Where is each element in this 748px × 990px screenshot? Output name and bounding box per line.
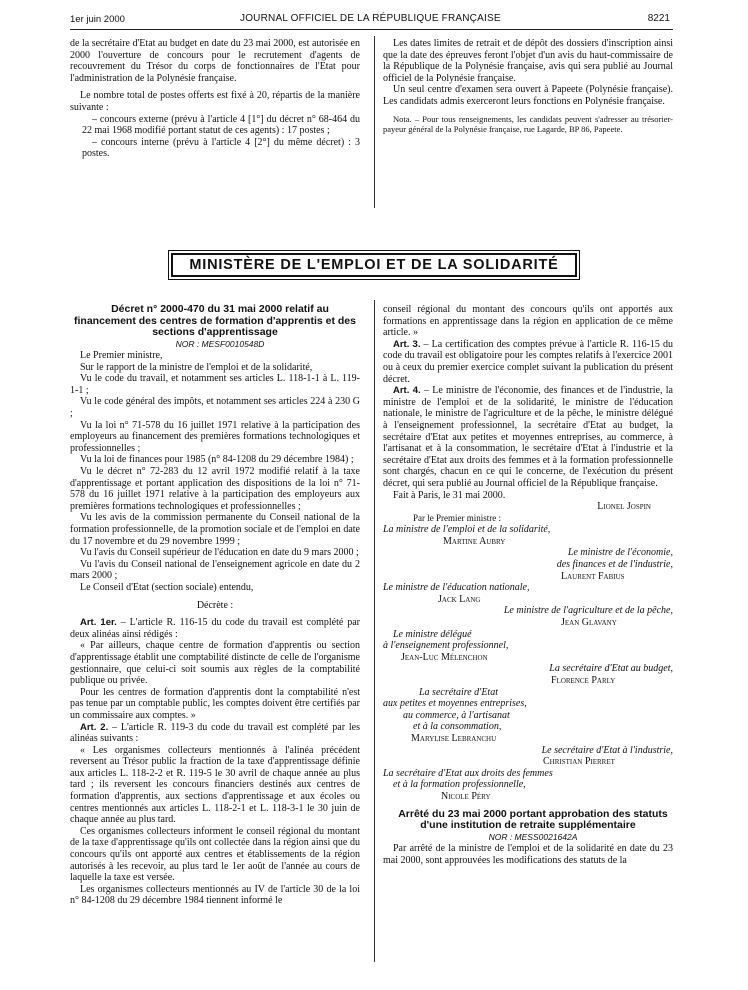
signatory-role: La secrétaire d'Etat aux droits des femmes [383, 767, 553, 779]
par-premier-ministre: Par le Premier ministre : [413, 512, 501, 523]
main-right-column [383, 304, 673, 866]
column-divider [374, 300, 375, 962]
article-1: Art. 1er. – L'article R. 116-15 du code du travail est complété par deux alinéas ainsi rédigés : [70, 617, 360, 640]
paragraph: Vu la loi de finances pour 1985 (n° 84-1208 du 29 décembre 1984) ; [80, 454, 354, 466]
signatory-role: et à la formation professionnelle, [393, 779, 526, 791]
paragraph: Le Conseil d'Etat (section sociale) entendu, [80, 581, 254, 593]
signatory-name: Jean Glavany [561, 617, 617, 629]
paragraph: Vu le code général des impôts, et notamment ses articles 224 à 230 G ; [70, 396, 360, 420]
signatory-role: et à la consommation, [413, 721, 502, 733]
paragraph: Par arrêté de la ministre de l'emploi et de la solidarité en date du 23 mai 2000, sont approuvées les modifications des statuts de la [383, 843, 673, 866]
signatory-role: Le ministre de l'économie, [567, 547, 673, 559]
paragraph: Fait à Paris, le 31 mai 2000. [393, 489, 506, 501]
article-label: Art. 3. [393, 338, 421, 350]
signatory-name: Martine Aubry [443, 535, 506, 547]
signatory-role: La secrétaire d'Etat [419, 686, 498, 698]
list-item: – concours interne (prévu à l'article 4 [2°] du même décret) : 3 postes. [82, 136, 360, 160]
main-left-column [70, 304, 360, 907]
paragraph: Les dates limites de retrait et de dépôt des dossiers d'inscription ainsi que la date des épreuves feront l'objet d'un avis du haut-commissaire de la République de la Polynésie française, avis qui sera publié au Journal officiel de la Polynésie française. [383, 38, 673, 84]
header-rule [70, 29, 673, 30]
paragraph: « Les organismes collecteurs mentionnés à l'alinéa précédent reversent au Trésor public la fraction de la taxe d'apprentissage définie aux articles L. 118-2-2 et R. 119-5 le 30 avril de chaque année au plus tard ; ils reversent les concours financiers destinés aux centres de formation d'apprentis, aux sections d'apprentissage et aux écoles ou centres mentionnés aux articles L. 118-2-1 et L. 118-3-1 le 30 juin de chaque année au plus tard. [70, 744, 360, 826]
paragraph: Vu le code du travail, et notamment ses articles L. 118-1-1 à L. 119-1-1 ; [70, 373, 360, 396]
signatory-name: Laurent Fabius [561, 570, 625, 582]
ministry-heading-box [168, 250, 580, 280]
signatory-name: Florence Parly [551, 675, 616, 686]
article-4: Art. 4. – Le ministre de l'économie, des finances et de l'industrie, la ministre de l'emploi et de la solidarité, le ministre de l'éducation nationale, le ministre de l'agriculture et de la pêche, le ministre délégué à l'enseignement professionnel, la secrétaire d'Etat au budget, la secrétaire d'Etat aux petites et moyennes entreprises, au commerce, à l'artisanat et à la consommation, le secrétaire d'Etat à l'industrie et la secrétaire d'Etat aux droits des femmes et à la formation professionnelle sont chargés, chacun en ce qui le concerne, de l'exécution du présent décret, qui sera publié au Journal officiel de la République française. [383, 385, 673, 489]
paragraph: Vu l'avis du Conseil national de l'enseignement agricole en date du 2 mars 2000 ; [70, 558, 360, 582]
page-number: 8221 [647, 13, 670, 24]
top-right-column [383, 38, 673, 134]
paragraph: conseil régional du montant des concours qu'ils ont apportés aux formations en apprentissage dans la région en application de ce même article. » [383, 304, 673, 339]
signatory-role: La ministre de l'emploi et de la solidarité, [383, 524, 551, 536]
signatory-name: Lionel Jospin [597, 501, 651, 513]
paragraph: Pour les centres de formation d'apprentis dont la comptabilité n'est pas tenue par un comptable public, les comptes doivent être certifiés par un commissaire aux comptes. » [70, 686, 360, 721]
signatory-role: aux petites et moyennes entreprises, [383, 698, 527, 710]
list-item: – concours externe (prévu à l'article 4 [1°] du décret n° 68-464 du 22 mai 1968 modifié portant statut de ces agents) : 17 postes ; [82, 113, 360, 137]
signatory-role: à l'enseignement professionnel, [383, 640, 509, 652]
paragraph: Le nombre total de postes offerts est fixé à 20, répartis de la manière suivante : [70, 90, 360, 113]
paragraph: Vu la loi n° 71-578 du 16 juillet 1971 relative à la participation des employeurs au financement des premières formations technologiques et professionnelles ; [70, 419, 360, 454]
paragraph: Sur le rapport de la ministre de l'emploi et de la solidarité, [80, 361, 313, 373]
paragraph: Vu l'avis du Conseil supérieur de l'éducation en date du 9 mars 2000 ; [80, 547, 359, 559]
paragraph: de la secrétaire d'Etat au budget en date du 23 mai 2000, est autorisée en 2000 l'ouverture de concours pour le recrutement d'agents de recouvrement du Trésor du corps de fonctionnaires de l'Etat pour l'administration de la Polynésie française. [70, 38, 360, 84]
decrete-label: Décrète : [196, 599, 234, 611]
signatory-role: des finances et de l'industrie, [556, 559, 673, 571]
nor-reference: NOR : MESS0021642A [488, 831, 578, 842]
article-3: Art. 3. – La certification des comptes prévue à l'article R. 116-15 du code du travail est obligatoire pour les comptes relatifs à l'exercice 2001 ou à ceux du premier exercice complet suivant la publication du présent décret. [383, 338, 673, 385]
signatory-role: Le ministre de l'éducation nationale, [383, 582, 530, 594]
decree-title: Décret n° 2000-470 du 31 mai 2000 relatif au financement des centres de formation d'apprentis et des sections d'apprentissage [74, 303, 356, 338]
signatory-name: Jean-Luc Mélenchon [401, 651, 488, 663]
paragraph: Vu le décret n° 72-283 du 12 avril 1972 modifié relatif à la taxe d'apprentissage et portant application des dispositions de la loi n° 71-578 du 16 juillet 1971 relative à la participation des employeurs aux premières formations technologiques et professionnelles ; [70, 466, 360, 512]
signatory-name: Christian Pierret [543, 756, 615, 768]
paragraph: Vu les avis de la commission permanente du Conseil national de la formation professionnelle, de la promotion sociale et de l'emploi en date du 17 novembre et du 29 novembre 1999 ; [70, 512, 360, 547]
column-divider [374, 36, 375, 208]
paragraph: Un seul centre d'examen sera ouvert à Papeete (Polynésie française). Les candidats admis exerceront leurs fonctions en Polynésie française. [383, 84, 673, 107]
journal-title: JOURNAL OFFICIEL DE LA RÉPUBLIQUE FRANÇAISE [240, 13, 501, 24]
article-label: Art. 2. [80, 721, 109, 733]
signatory-role: Le secrétaire d'Etat à l'industrie, [541, 744, 673, 756]
ministry-heading: MINISTÈRE DE L'EMPLOI ET DE LA SOLIDARITÉ [171, 253, 577, 277]
signatory-role: Le ministre de l'agriculture et de la pêche, [503, 605, 673, 617]
nor-reference: NOR : MESF0010548D [175, 338, 265, 349]
nota-paragraph: Nota. – Pour tous renseignements, les candidats peuvent s'adresser au trésorier-payeur général de la Polynésie française, rue Lagarde, BP 86, Papeete. [383, 113, 673, 134]
article-label: Art. 4. [393, 385, 421, 397]
signatory-name: Nicole Péry [441, 790, 491, 802]
arrete-title: Arrêté du 23 mai 2000 portant approbation des statuts d'une institution de retraite supplémentaire [398, 807, 668, 832]
header-date: 1er juin 2000 [70, 14, 125, 25]
signatory-role: Le ministre délégué [393, 628, 472, 640]
paragraph: « Par ailleurs, chaque centre de formation d'apprentis ou section d'apprentissage établit une comptabilité distincte de celle de l'organisme gestionnaire, que celui-ci soit soumis aux règles de la comptabilité publique ou privée. [70, 640, 360, 687]
paragraph: Le Premier ministre, [80, 350, 163, 362]
paragraph: Les organismes collecteurs mentionnés au IV de l'article 30 de la loi n° 84-1208 du 29 décembre 1984 tiennent informé le [70, 883, 360, 907]
article-label: Art. 1er. [80, 617, 117, 629]
paragraph: Ces organismes collecteurs informent le conseil régional du montant de la taxe d'apprentissage qu'ils ont collectée dans la région ainsi que du concours qu'ils ont apporté aux centres et établissements de la région autorisés à les recevoir, au plus tard le 1er août de l'année au cours de laquelle la taxe est versée. [70, 825, 360, 884]
signatory-role: La secrétaire d'Etat au budget, [549, 663, 673, 675]
page-header [70, 12, 670, 28]
signatory-name: Marylise Lebranchu [411, 732, 497, 744]
top-left-column [70, 38, 360, 160]
signatory-name: Jack Lang [438, 593, 481, 605]
signatory-role: au commerce, à l'artisanat [403, 709, 510, 721]
article-2: Art. 2. – L'article R. 119-3 du code du travail est complété par les alinéas suivants : [70, 721, 360, 745]
